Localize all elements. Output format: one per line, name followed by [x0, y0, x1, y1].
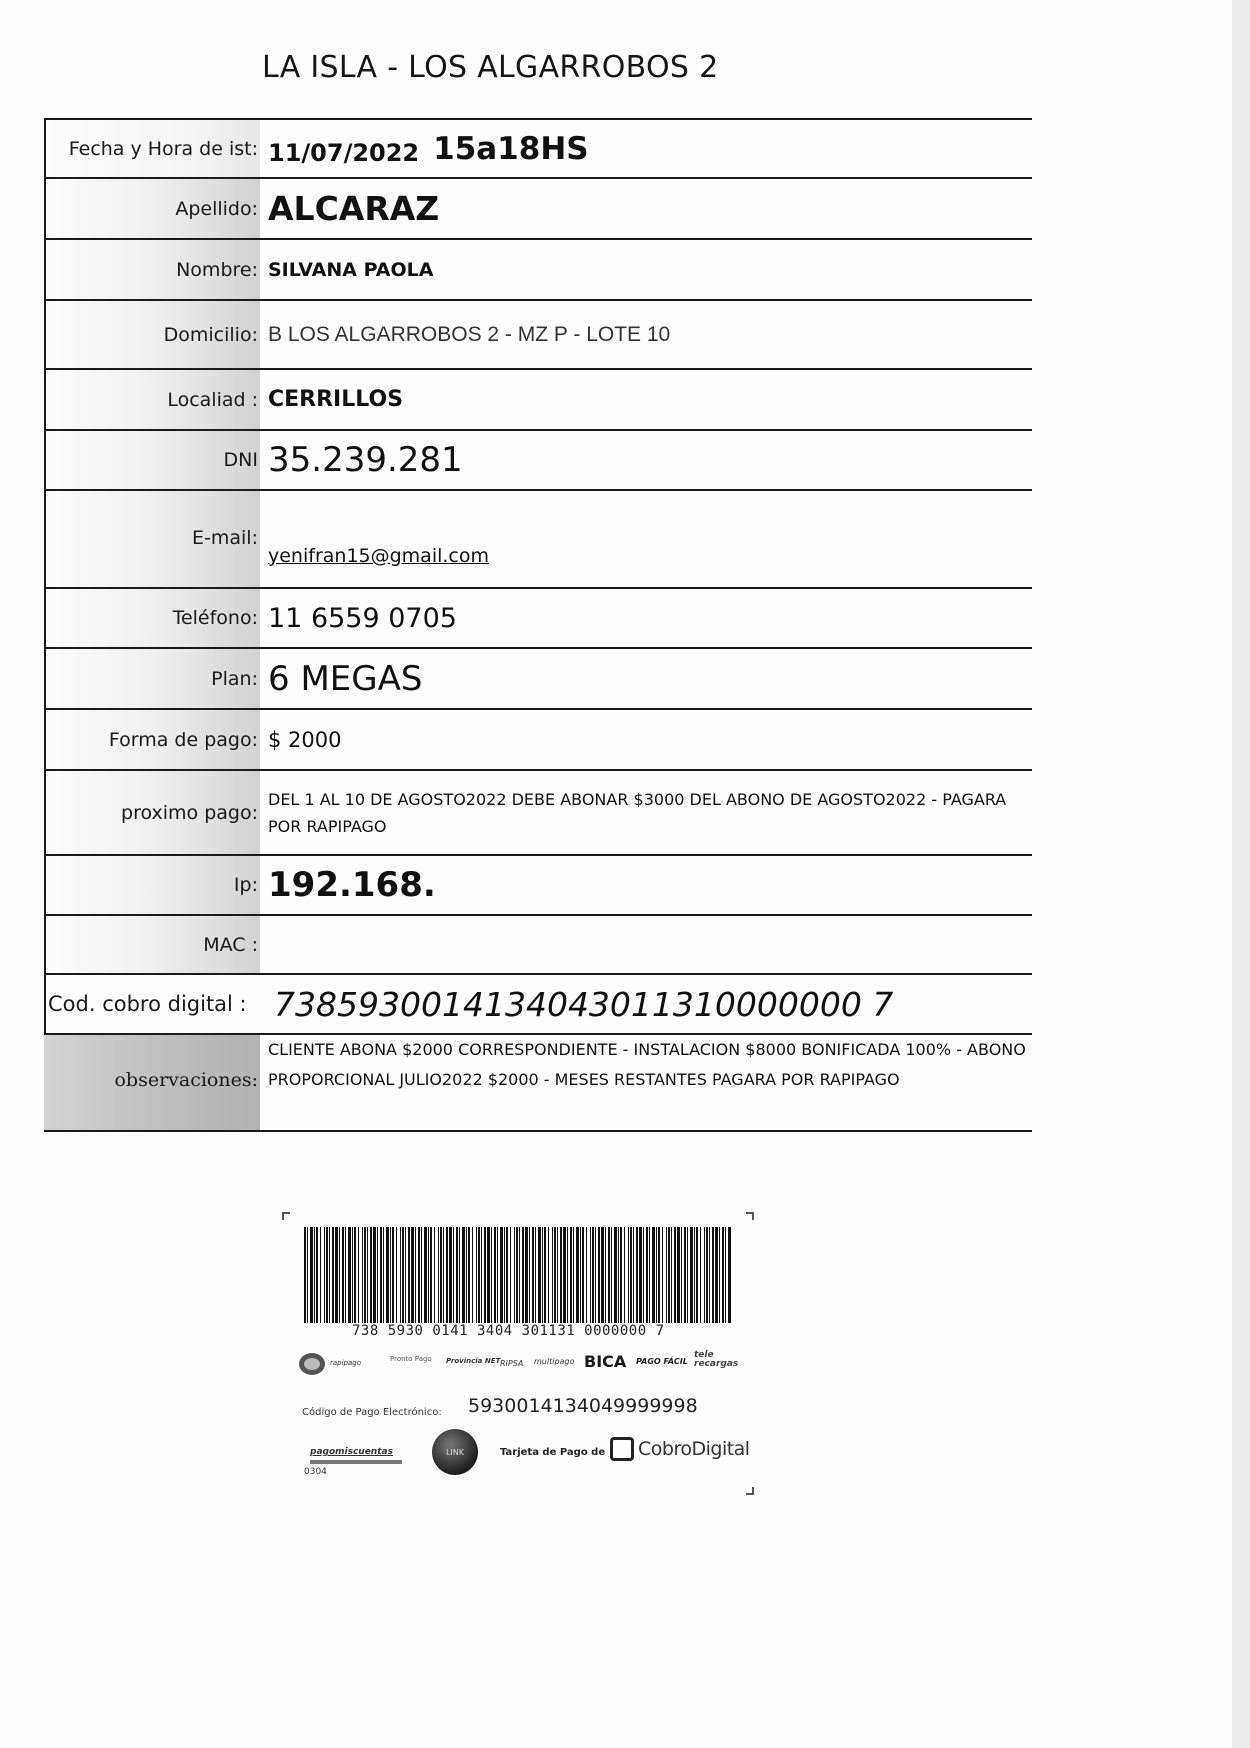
label-localidad: Localiad : — [44, 370, 260, 429]
barcode-bar — [449, 1227, 452, 1323]
barcode-bar — [324, 1227, 325, 1323]
barcode-bar — [668, 1227, 670, 1323]
barcode-bar — [434, 1227, 435, 1323]
barcode-bar — [522, 1227, 524, 1323]
barcode-bar — [725, 1227, 726, 1323]
barcode-bar — [377, 1227, 378, 1323]
barcode-bar — [364, 1227, 366, 1323]
value-plan: 6 MEGAS — [268, 658, 423, 699]
brand-bica: BICA — [584, 1352, 627, 1371]
barcode-bar — [560, 1227, 562, 1323]
scan-edge — [1232, 0, 1250, 1748]
cobrodigital-icon — [610, 1437, 634, 1461]
row-mac — [44, 914, 1032, 973]
row-forma-pago — [44, 708, 1032, 769]
small-code: 0304 — [304, 1467, 327, 1477]
barcode-bar — [342, 1227, 344, 1323]
barcode-bar — [576, 1227, 579, 1323]
barcode-bar — [570, 1227, 572, 1323]
barcode-bar — [481, 1227, 482, 1323]
barcode-bar — [307, 1227, 308, 1323]
barcode-bar — [304, 1227, 306, 1323]
code-label: Código de Pago Electrónico: — [302, 1407, 442, 1418]
row-cod-cobro — [44, 973, 1032, 1033]
barcode-bar — [428, 1227, 429, 1323]
barcode-bar — [380, 1227, 382, 1323]
value-email[interactable]: yenifran15@gmail.com — [268, 545, 490, 567]
barcode-bar — [652, 1227, 655, 1323]
brand-rapipago: rapipago — [330, 1359, 362, 1367]
barcode-bar — [415, 1227, 416, 1323]
barcode-bar — [658, 1227, 660, 1323]
label-proximo-pago: proximo pago: — [44, 771, 260, 854]
link-logo-icon — [432, 1429, 478, 1475]
barcode-bar — [582, 1227, 584, 1323]
cobrodigital-logo — [610, 1437, 750, 1461]
barcode-bar — [563, 1227, 566, 1323]
corner-mark — [746, 1487, 754, 1495]
barcode-bar — [567, 1227, 568, 1323]
barcode-bar — [424, 1227, 427, 1323]
label-plan: Plan: — [44, 649, 260, 708]
barcode-bar — [400, 1227, 401, 1323]
barcode-bar — [392, 1227, 394, 1323]
pagomiscuentas-logo — [310, 1439, 402, 1464]
barcode-bar — [580, 1227, 581, 1323]
barcode-bar — [598, 1227, 600, 1323]
barcode-bar — [370, 1227, 372, 1323]
barcode-bar — [408, 1227, 410, 1323]
barcode — [304, 1227, 732, 1323]
value-localidad: CERRILLOS — [268, 387, 404, 412]
barcode-bar — [411, 1227, 414, 1323]
barcode-bar — [677, 1227, 680, 1323]
barcode-bar — [532, 1227, 534, 1323]
barcode-bar — [608, 1227, 610, 1323]
barcode-bar — [728, 1227, 731, 1323]
barcode-bar — [386, 1227, 389, 1323]
barcode-bar — [402, 1227, 404, 1323]
barcode-bar — [373, 1227, 376, 1323]
payment-brands-strip — [298, 1347, 738, 1383]
barcode-bar — [529, 1227, 530, 1323]
value-ip: 192.168. — [268, 865, 436, 905]
barcode-bar — [510, 1227, 511, 1323]
pagomiscuentas-bar — [310, 1460, 402, 1464]
barcode-bar — [314, 1227, 315, 1323]
barcode-bar — [396, 1227, 397, 1323]
barcode-bar — [628, 1227, 629, 1323]
barcode-bar — [456, 1227, 458, 1323]
barcode-bar — [649, 1227, 650, 1323]
barcode-bar — [646, 1227, 648, 1323]
barcode-bar — [462, 1227, 465, 1323]
barcode-bar — [636, 1227, 638, 1323]
barcode-bar — [329, 1227, 330, 1323]
value-forma-pago: $ 2000 — [268, 727, 342, 752]
barcode-bar — [519, 1227, 520, 1323]
value-domicilio: B LOS ALGARROBOS 2 - MZ P - LOTE 10 — [268, 322, 671, 346]
barcode-bar — [494, 1227, 496, 1323]
barcode-bar — [687, 1227, 688, 1323]
row-dni — [44, 429, 1032, 489]
barcode-bar — [542, 1227, 543, 1323]
barcode-bar — [487, 1227, 490, 1323]
barcode-bar — [430, 1227, 432, 1323]
barcode-bar — [354, 1227, 356, 1323]
brand-ripsa: RIPSA — [500, 1359, 524, 1368]
brand-provincianet: Provincia NET — [446, 1357, 501, 1365]
label-domicilio: Domicilio: — [44, 301, 260, 368]
payment-coupon — [290, 1215, 750, 1495]
barcode-bar — [472, 1227, 473, 1323]
barcode-bar — [476, 1227, 477, 1323]
barcode-bar — [605, 1227, 606, 1323]
barcode-bar — [552, 1227, 553, 1323]
barcode-bar — [709, 1227, 710, 1323]
barcode-bar — [310, 1227, 313, 1323]
row-proximo-pago — [44, 769, 1032, 854]
barcode-bar — [348, 1227, 351, 1323]
link-logo-text: LINK — [445, 1447, 465, 1457]
barcode-bar — [592, 1227, 594, 1323]
value-cod-cobro: 7385930014134043011310000000 7 — [274, 984, 894, 1024]
row-localidad — [44, 368, 1032, 429]
bottom-logos — [304, 1433, 750, 1483]
barcode-bar — [573, 1227, 574, 1323]
barcode-bar — [332, 1227, 334, 1323]
value-fecha — [260, 120, 1032, 177]
barcode-bar — [712, 1227, 714, 1323]
barcode-bar — [335, 1227, 338, 1323]
barcode-bar — [624, 1227, 625, 1323]
value-fecha-date: 11/07/2022 — [268, 138, 420, 167]
barcode-bar — [506, 1227, 508, 1323]
value-dni: 35.239.281 — [268, 440, 463, 480]
barcode-bar — [497, 1227, 498, 1323]
barcode-bar — [339, 1227, 340, 1323]
barcode-bar — [690, 1227, 693, 1323]
pagomiscuentas-text: pagomiscuentas — [310, 1447, 393, 1457]
barcode-bar — [466, 1227, 467, 1323]
label-email: E-mail: — [44, 491, 260, 587]
barcode-bar — [484, 1227, 486, 1323]
barcode-bar — [674, 1227, 676, 1323]
barcode-bar — [316, 1227, 318, 1323]
row-ip — [44, 854, 1032, 914]
value-fecha-time: 15a18HS — [433, 130, 589, 167]
cobrodigital-text: CobroDigital — [638, 1438, 750, 1460]
barcode-bar — [320, 1227, 321, 1323]
barcode-bar — [468, 1227, 470, 1323]
barcode-bar — [405, 1227, 406, 1323]
client-form — [44, 118, 1032, 1132]
barcode-bar — [514, 1227, 515, 1323]
barcode-bar — [595, 1227, 596, 1323]
card-label: Tarjeta de Pago de — [500, 1447, 606, 1458]
barcode-bar — [390, 1227, 391, 1323]
rapipago-logo-icon — [298, 1351, 326, 1377]
value-apellido: ALCARAZ — [268, 189, 440, 228]
barcode-bar — [704, 1227, 705, 1323]
barcode-bar — [666, 1227, 667, 1323]
barcode-bar — [656, 1227, 657, 1323]
barcode-bar — [633, 1227, 634, 1323]
brand-pagofacil: PAGO FÁCIL — [636, 1357, 688, 1366]
barcode-bar — [478, 1227, 480, 1323]
barcode-bar — [421, 1227, 422, 1323]
barcode-bar — [643, 1227, 644, 1323]
barcode-bar — [362, 1227, 363, 1323]
barcode-bar — [586, 1227, 587, 1323]
value-nombre: SILVANA PAOLA — [268, 258, 434, 281]
barcode-bar — [662, 1227, 663, 1323]
label-dni: DNI — [44, 431, 260, 489]
barcode-bar — [446, 1227, 448, 1323]
barcode-bar — [684, 1227, 686, 1323]
row-plan — [44, 647, 1032, 708]
row-email — [44, 489, 1032, 587]
barcode-bar — [383, 1227, 384, 1323]
barcode-bar — [544, 1227, 546, 1323]
barcode-bar — [525, 1227, 528, 1323]
barcode-bar — [438, 1227, 439, 1323]
barcode-bar — [590, 1227, 591, 1323]
brand-multipago: multipago — [534, 1357, 575, 1366]
label-observaciones: observaciones: — [44, 1035, 260, 1130]
barcode-bar — [453, 1227, 454, 1323]
value-telefono: 11 6559 0705 — [268, 602, 457, 634]
barcode-bar — [538, 1227, 541, 1323]
value-mac — [260, 916, 1032, 973]
barcode-bar — [694, 1227, 695, 1323]
code-value: 5930014134049999998 — [468, 1395, 698, 1417]
brand-telerecargas: tele recargas — [694, 1350, 739, 1369]
barcode-bar — [700, 1227, 701, 1323]
barcode-bar — [719, 1227, 720, 1323]
label-apellido: Apellido: — [44, 179, 260, 238]
barcode-bar — [630, 1227, 632, 1323]
barcode-bar — [459, 1227, 460, 1323]
corner-mark — [746, 1212, 754, 1220]
barcode-bar — [614, 1227, 617, 1323]
barcode-bar — [345, 1227, 346, 1323]
value-observaciones: CLIENTE ABONA $2000 CORRESPONDIENTE - INSTALACION $8000 BONIFICADA 100% - ABONO PROPORCIONAL JULIO2022 $2000 - MESES RESTANTES PAGARA POR RAPIPAGO — [268, 1040, 1026, 1089]
barcode-bar — [504, 1227, 505, 1323]
label-forma-pago: Forma de pago: — [44, 710, 260, 769]
label-nombre: Nombre: — [44, 240, 260, 299]
barcode-bar — [722, 1227, 724, 1323]
barcode-bar — [554, 1227, 556, 1323]
barcode-bar — [548, 1227, 549, 1323]
barcode-bar — [352, 1227, 353, 1323]
label-telefono: Teléfono: — [44, 589, 260, 647]
barcode-bar — [516, 1227, 518, 1323]
barcode-bar — [671, 1227, 672, 1323]
barcode-bar — [491, 1227, 492, 1323]
row-nombre — [44, 238, 1032, 299]
barcode-bar — [601, 1227, 604, 1323]
barcode-digits: 738 5930 0141 3404 301131 0000000 7 — [352, 1323, 665, 1339]
corner-mark — [282, 1212, 290, 1220]
barcode-bar — [358, 1227, 359, 1323]
barcode-bar — [367, 1227, 368, 1323]
label-mac: MAC : — [44, 916, 260, 973]
label-fecha: Fecha y Hora de ist: — [44, 120, 260, 177]
barcode-bar — [706, 1227, 708, 1323]
brand-prontopago: Pronto Pago — [390, 1355, 432, 1363]
barcode-bar — [500, 1227, 503, 1323]
barcode-bar — [611, 1227, 612, 1323]
label-ip: Ip: — [44, 856, 260, 914]
barcode-bar — [696, 1227, 698, 1323]
row-apellido — [44, 177, 1032, 238]
row-fecha — [44, 118, 1032, 177]
barcode-bar — [620, 1227, 622, 1323]
document-title: LA ISLA - LOS ALGARROBOS 2 — [262, 50, 719, 85]
label-cod-cobro: Cod. cobro digital : — [48, 992, 247, 1016]
row-domicilio — [44, 299, 1032, 368]
value-proximo-pago: DEL 1 AL 10 DE AGOSTO2022 DEBE ABONAR $3000 DEL ABONO DE AGOSTO2022 - PAGARA POR RAPIPAGO — [268, 789, 1007, 836]
barcode-bar — [618, 1227, 619, 1323]
barcode-bar — [639, 1227, 642, 1323]
barcode-bar — [440, 1227, 442, 1323]
barcode-bar — [681, 1227, 682, 1323]
barcode-bar — [557, 1227, 558, 1323]
row-telefono — [44, 587, 1032, 647]
barcode-bar — [715, 1227, 718, 1323]
barcode-bar — [418, 1227, 420, 1323]
barcode-bar — [535, 1227, 536, 1323]
barcode-bar — [443, 1227, 444, 1323]
row-observaciones — [44, 1033, 1032, 1132]
barcode-bar — [326, 1227, 328, 1323]
